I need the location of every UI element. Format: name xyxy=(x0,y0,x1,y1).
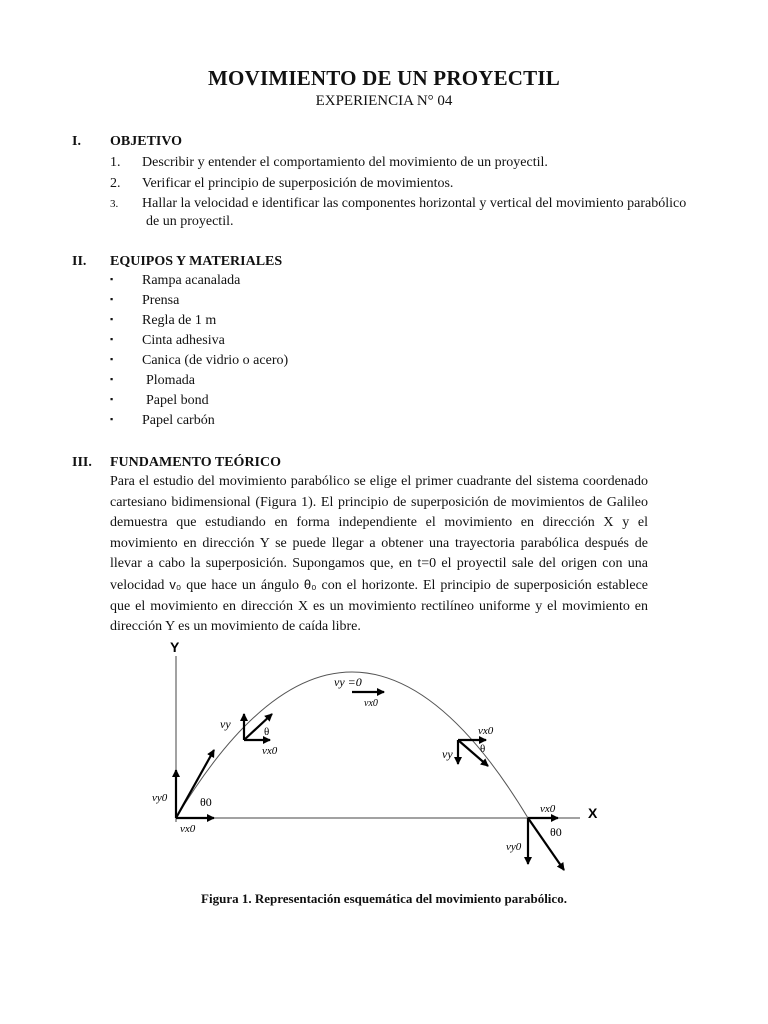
section-1-title: OBJETIVO xyxy=(110,134,183,149)
parabolic-trajectory xyxy=(176,672,528,818)
material-label: Prensa xyxy=(142,293,180,308)
projectile-diagram xyxy=(140,638,620,878)
material-label: Cinta adhesiva xyxy=(142,333,225,348)
item-number: 3. xyxy=(110,198,119,210)
theory-paragraph xyxy=(110,472,648,638)
objective-item xyxy=(110,153,710,172)
material-item xyxy=(110,293,179,309)
material-item xyxy=(110,413,215,429)
vx0-label: vx0 xyxy=(478,725,494,737)
vy0-label: vy0 xyxy=(152,792,168,804)
theta0-symbol: θ₀ xyxy=(303,576,317,592)
y-axis-label: Y xyxy=(170,639,180,655)
bullet-icon: ▪ xyxy=(110,374,114,384)
figure-caption: Figura 1. Representación esquemática del movimiento parabólico. xyxy=(201,891,567,906)
theory-text-3: con el horizonte. El principio de superposición establece que el movimiento en dirección X es un movimiento rectilíneo uniforme y el movimiento en dirección Y es un movimiento de caída libre. xyxy=(110,577,649,635)
page-title: MOVIMIENTO DE UN PROYECTIL xyxy=(208,66,560,90)
material-label: Regla de 1 m xyxy=(142,313,217,328)
item-text: Hallar la velocidad e identificar las componentes horizontal y vertical del movimiento parabólico xyxy=(142,196,687,211)
x-axis-label: X xyxy=(588,805,598,821)
theory-text-1: Para el estudio del movimiento parabólico se elige el primer cuadrante del sistema coordenado cartesiano bidimensional (Figura 1). El principio de superposición de movimientos de Galileo demuestra que estudiando en forma independiente el movimiento en dirección X y el movimiento en dirección Y se puede llegar a obtener una trayectoria parabólica después de llevar a cabo la superposición. Supongamos que, en t=0 el proyectil sale del origen con una velocidad xyxy=(110,474,648,593)
item-number: 1. xyxy=(110,155,121,170)
section-3-title: FUNDAMENTO TEÓRICO xyxy=(110,455,282,470)
theta-label: θ xyxy=(480,743,486,755)
material-label: Papel bond xyxy=(146,393,209,408)
material-label: Plomada xyxy=(146,373,195,388)
vy-label: vy xyxy=(442,747,453,761)
theory-text-2: que hace un ángulo xyxy=(186,577,299,593)
item-text: Verificar el principio de superposición de movimientos. xyxy=(142,176,454,191)
bullet-icon: ▪ xyxy=(110,294,114,304)
theta0-label: θ0 xyxy=(200,795,212,809)
section-2-title: EQUIPOS Y MATERIALES xyxy=(110,254,283,269)
item-text: Describir y entender el comportamiento del movimiento de un proyectil. xyxy=(142,155,548,170)
material-item xyxy=(110,353,288,369)
section-2-number: II. xyxy=(72,254,87,269)
objective-item xyxy=(110,194,710,214)
bullet-icon: ▪ xyxy=(110,334,114,344)
section-1-number: I. xyxy=(72,134,81,149)
vx0-label: vx0 xyxy=(540,803,556,815)
bullet-icon: ▪ xyxy=(110,314,114,324)
material-item xyxy=(110,373,195,389)
bullet-icon: ▪ xyxy=(110,394,114,404)
vy-label: vy xyxy=(220,717,231,731)
page-subtitle: EXPERIENCIA N° 04 xyxy=(315,93,453,109)
material-label: Canica (de vidrio o acero) xyxy=(142,353,289,368)
material-item xyxy=(110,393,209,409)
vx0-label: vx0 xyxy=(180,823,196,835)
vx0-label: vx0 xyxy=(262,745,278,757)
material-item xyxy=(110,313,216,329)
material-label: Papel carbón xyxy=(142,413,215,428)
vy-zero-label: vy =0 xyxy=(334,675,362,689)
material-item xyxy=(110,333,225,349)
material-item xyxy=(110,273,240,289)
v0-symbol: v₀ xyxy=(169,576,182,592)
item-number: 2. xyxy=(110,176,121,191)
theta-label: θ xyxy=(264,726,270,738)
vy0-label: vy0 xyxy=(506,841,522,853)
objective-item xyxy=(110,174,710,193)
bullet-icon: ▪ xyxy=(110,274,114,284)
objective-item-continuation: de un proyectil. xyxy=(146,214,234,229)
bullet-icon: ▪ xyxy=(110,354,114,364)
theta0-label: θ0 xyxy=(550,825,562,839)
bullet-icon: ▪ xyxy=(110,414,114,424)
section-3-number: III. xyxy=(72,455,92,470)
material-label: Rampa acanalada xyxy=(142,273,241,288)
vx0-label: vx0 xyxy=(364,698,378,709)
